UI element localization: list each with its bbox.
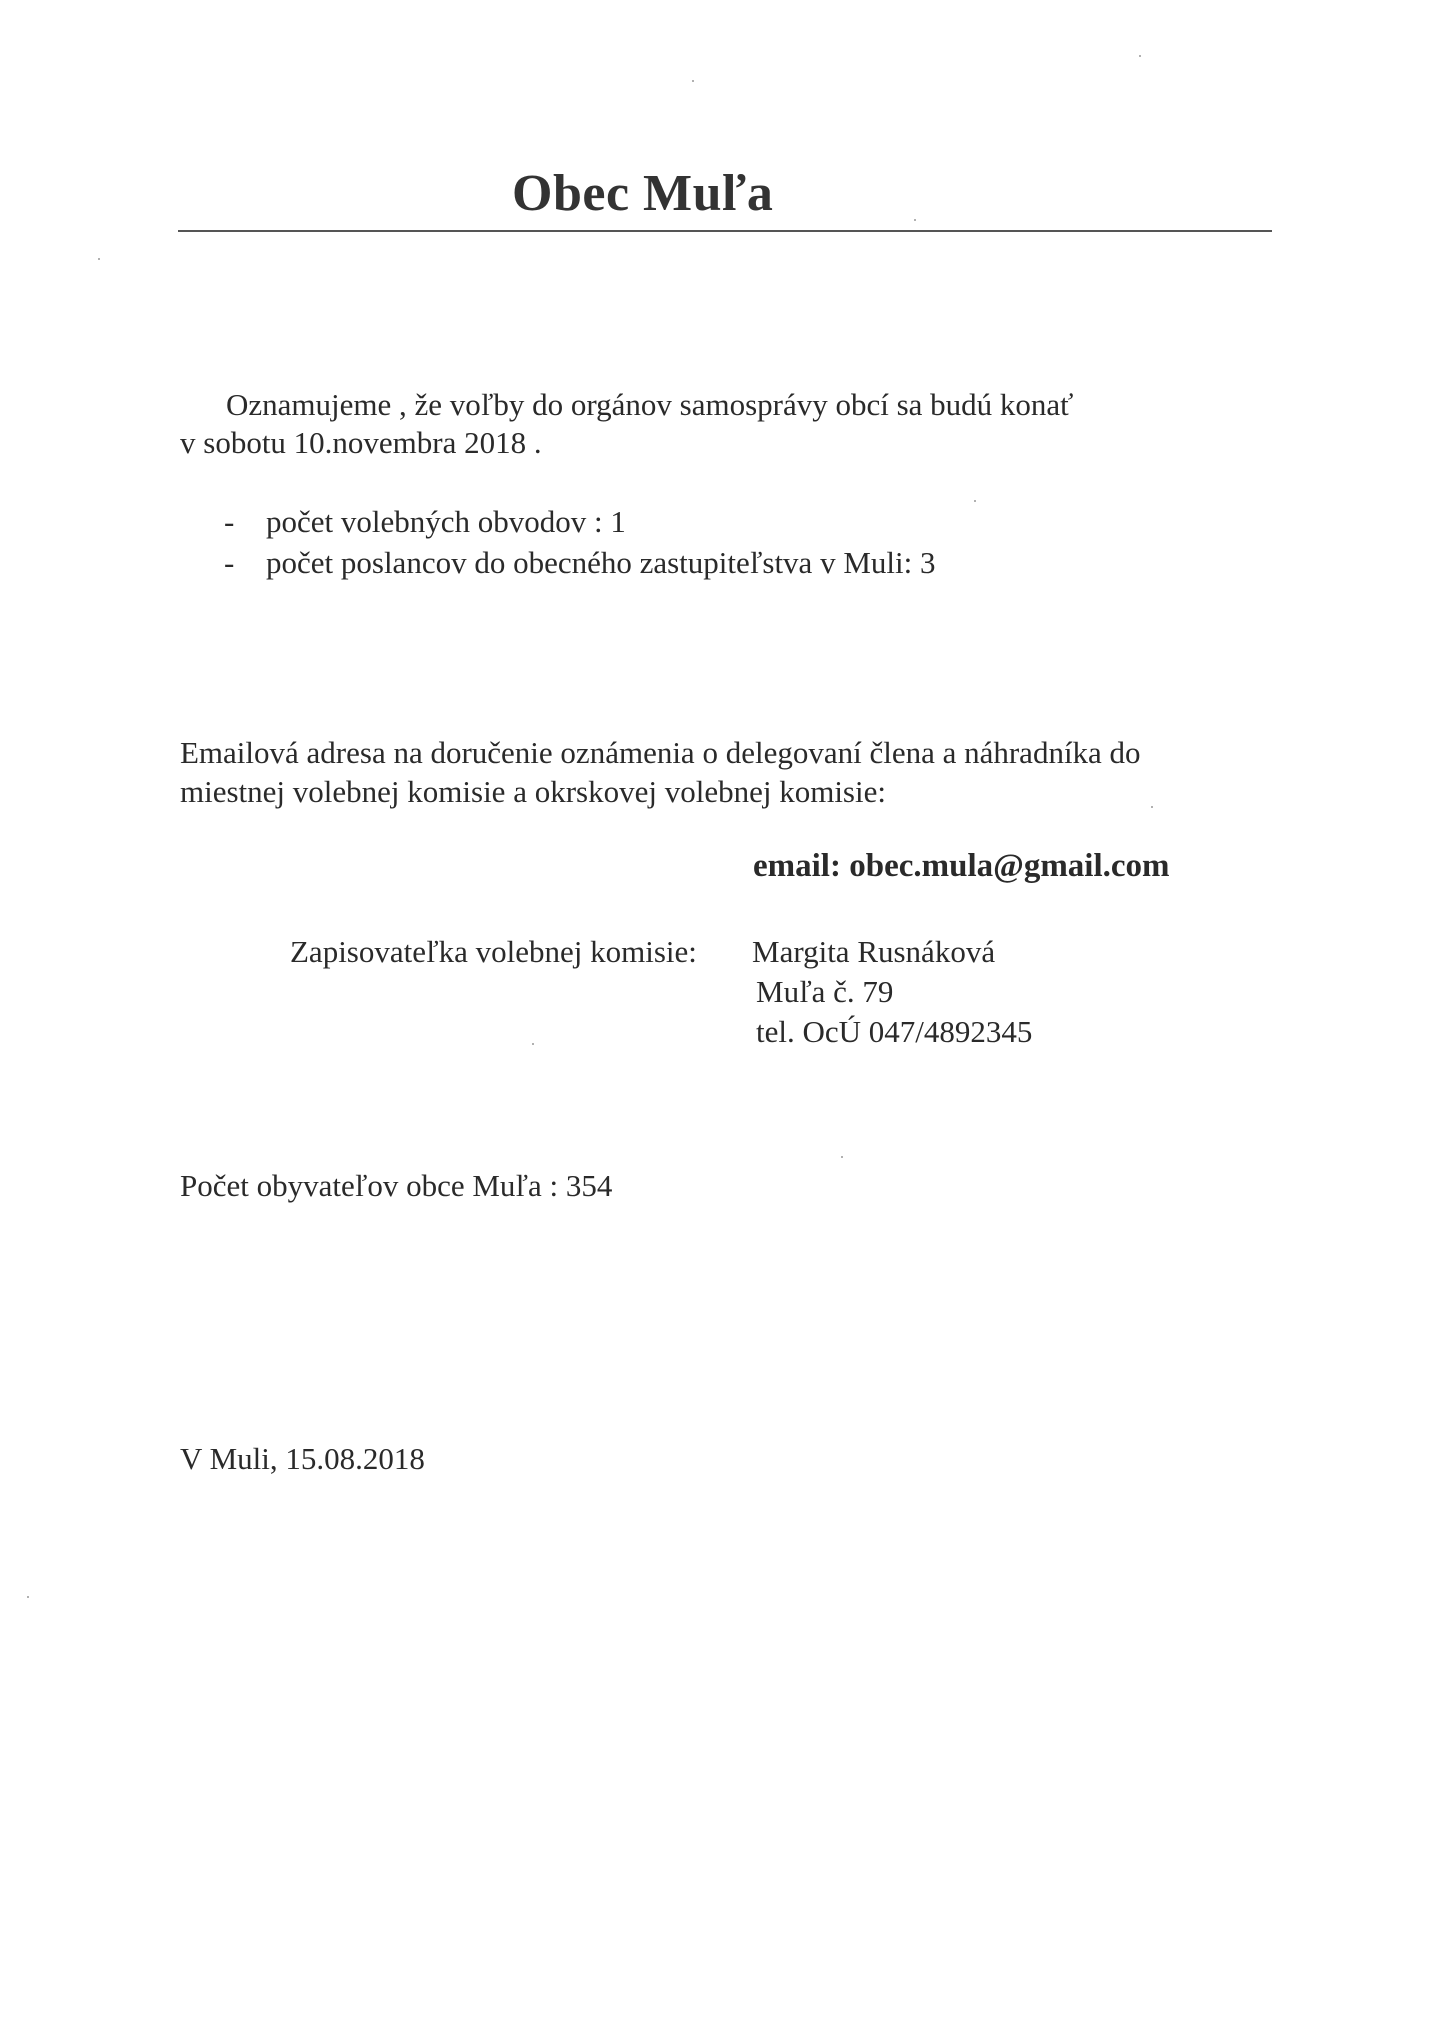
scan-speck <box>841 1156 843 1158</box>
recorder-phone: tel. OcÚ 047/4892345 <box>756 1014 1033 1049</box>
announcement-line-1: Oznamujeme , že voľby do orgánov samosprávy obcí sa budú konať <box>226 387 1074 422</box>
scan-speck <box>692 80 694 82</box>
population-count: Počet obyvateľov obce Muľa : 354 <box>180 1168 613 1203</box>
email-notice-paragraph <box>180 734 1141 812</box>
bullet-dash: - <box>224 545 235 580</box>
title-underline <box>178 230 1272 232</box>
recorder-name: Margita Rusnáková <box>752 934 996 969</box>
announcement-line-2: v sobotu 10.novembra 2018 . <box>180 424 542 460</box>
recorder-label: Zapisovateľka volebnej komisie: <box>290 934 697 969</box>
scan-speck <box>27 1596 29 1598</box>
place-and-date: V Muli, 15.08.2018 <box>180 1441 425 1476</box>
scan-speck <box>1151 806 1153 808</box>
list-item <box>224 544 935 585</box>
email-address: email: obec.mula@gmail.com <box>753 848 1170 884</box>
scan-speck <box>1139 55 1141 57</box>
email-notice-line-2: miestnej volebnej komisie a okrskovej volebnej komisie: <box>180 774 886 809</box>
recorder-address: Muľa č. 79 <box>756 974 894 1009</box>
election-facts-list <box>224 503 935 585</box>
list-item <box>224 503 935 544</box>
scan-speck <box>974 500 976 502</box>
recorder-details <box>752 933 1032 1053</box>
scan-speck <box>532 1043 534 1045</box>
page-title: Obec Muľa <box>512 165 774 222</box>
list-item-text: počet volebných obvodov : 1 <box>266 504 626 539</box>
scan-speck <box>98 258 100 260</box>
scan-speck <box>914 219 916 221</box>
announcement-paragraph <box>180 386 1073 462</box>
list-item-text: počet poslancov do obecného zastupiteľstva v Muli: 3 <box>266 545 936 580</box>
bullet-dash: - <box>224 504 235 539</box>
email-notice-line-1: Emailová adresa na doručenie oznámenia o delegovaní člena a náhradníka do <box>180 735 1141 770</box>
